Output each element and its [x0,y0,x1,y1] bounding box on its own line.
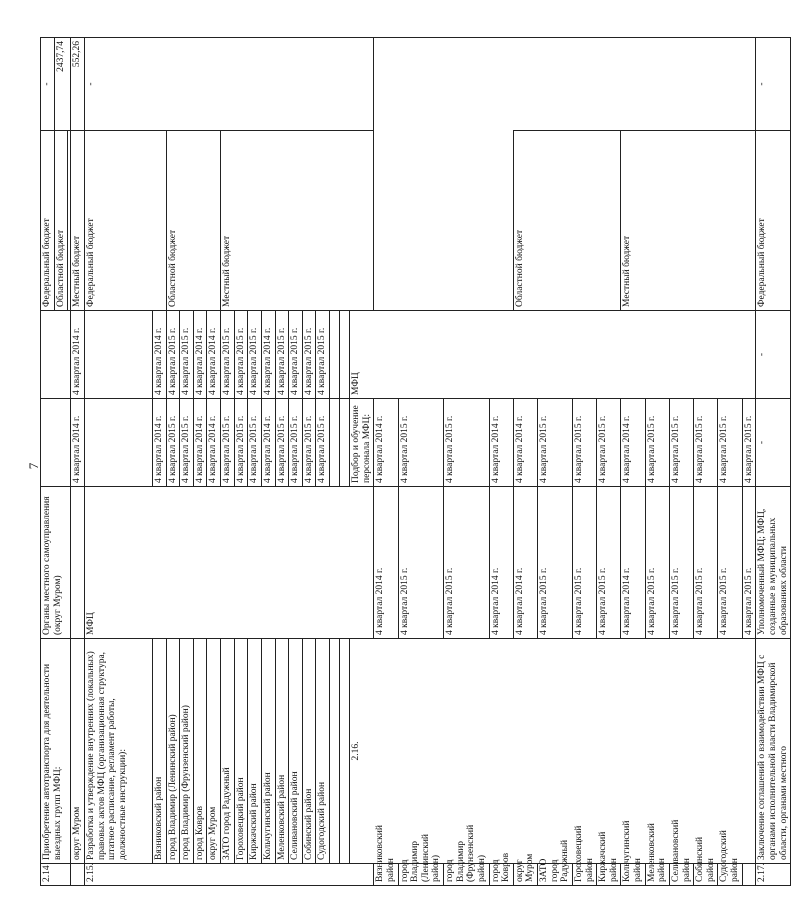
cell-end: 4 квартал 2015 г. [221,311,235,399]
cell-executor [71,487,85,639]
cell-start: 4 квартал 2015 г. [444,487,490,639]
cell-end: 4 квартал 2015 г. [248,311,262,399]
cell-name: Гороховецкий район [572,864,596,886]
cell-end: 4 квартал 2014 г. [513,399,537,487]
cell-name: Разработка и утверждение внутренних (локальных) правовых актов МФЦ (организационная структура, штатное расписание, регламент работы, должностные инструкции): [84,639,152,864]
cell-end: 4 квартал 2014 г. [193,311,207,399]
cell-start: 4 квартал 2015 г. [572,487,596,639]
cell-start: 4 квартал 2015 г. [398,487,444,639]
cell-name: Вязниковский район [374,864,398,886]
cell-start [84,399,152,487]
cell-name [330,639,340,864]
cell-end: - [756,311,791,399]
cell-start: 4 квартал 2014 г. [261,399,275,487]
cell-end [330,311,340,399]
table-row [84,38,152,886]
cell-start: 4 квартал 2015 г. [248,399,262,487]
cell-start: 4 квартал 2015 г. [742,487,756,639]
cell-end [84,311,152,399]
cell-number: 2.14 [41,864,71,886]
cell-name: округ Муром [71,639,85,864]
cell-start: 4 квартал 2015 г. [538,487,573,639]
cell-name: Киржачский район [248,639,262,864]
cell-start: 4 квартал 2015 г. [234,399,248,487]
cell-amount: 552,26 [71,38,85,131]
cell-number: 2.15. [84,864,373,886]
cell-end: 4 квартал 2015 г. [302,311,316,399]
cell-name: Меленковский район [275,639,289,864]
cell-end: 4 квартал 2015 г. [234,311,248,399]
table-row [221,38,235,886]
cell-name [742,864,756,886]
rotated-table-page [40,38,789,886]
page-number: 7 [26,462,41,470]
cell-name: Кольчугинский район [261,639,275,864]
cell-name: Судогодский район [718,864,742,886]
cell-name: ЗАТО город Радужный [538,864,573,886]
cell-number: 2.17. [756,864,791,886]
cell-amount: - [756,38,791,131]
cell-end: 4 квартал 2015 г. [275,311,289,399]
cell-end: 4 квартал 2014 г. [374,399,398,487]
cell-name: Селивановский район [289,639,303,864]
cell-start: 4 квартал 2014 г. [374,487,398,639]
cell-end: 4 квартал 2015 г. [444,399,490,487]
cell-end: 4 квартал 2015 г. [316,311,330,399]
cell-start: 4 квартал 2015 г. [166,399,180,487]
cell-start: 4 квартал 2015 г. [669,487,693,639]
cell-end: 4 квартал 2014 г. [489,399,513,487]
cell-source: Федеральный бюджет [756,131,791,311]
cell-end: 4 квартал 2015 г. [166,311,180,399]
table-row [166,38,180,886]
cell-start [340,399,350,487]
cell-start: 4 квартал 2014 г. [621,487,645,639]
cell-name: Судогодский район [316,639,330,864]
cell-end: 4 квартал 2015 г. [718,399,742,487]
cell-start: 4 квартал 2014 г. [152,399,166,487]
cell-source: Местный бюджет [71,131,85,311]
cell-end: 4 квартал 2015 г. [669,399,693,487]
cell-name: город Ковров [489,864,513,886]
cell-executor: МФЦ [84,487,373,639]
cell-name: Кольчугинский район [621,864,645,886]
cell-name [340,639,350,864]
cell-source: Федеральный бюджет [41,131,55,311]
cell-end: 4 квартал 2015 г. [694,399,718,487]
cell-name: Киржачский район [597,864,621,886]
cell-source: Местный бюджет [221,131,374,311]
cell-executor: Уполномоченный МФЦ; МФЦ, созданные в муниципальных образованиях области [756,487,791,639]
cell-end: 4 квартал 2015 г. [597,399,621,487]
cell-name: Собинский район [694,864,718,886]
cell-start [41,399,71,487]
cell-amount: - [41,38,55,131]
cell-name: Заключение соглашений о взаимодействии МФЦ с органами исполнительной власти Владимирской области, органами местного [756,639,791,864]
cell-source: Областной бюджет [166,131,221,311]
cell-source: Местный бюджет [621,131,756,311]
cell-start: 4 квартал 2015 г. [275,399,289,487]
cell-end: 4 квартал 2014 г. [207,311,221,399]
cell-start: 4 квартал 2015 г. [694,487,718,639]
cell-name: город Владимир (Фрунзенский район) [180,639,194,864]
cell-end: 4 квартал 2015 г. [645,399,669,487]
cell-name: город Ковров [193,639,207,864]
program-activities-table [40,37,791,886]
cell-source: Федеральный бюджет [84,131,166,311]
cell-start: 4 квартал 2014 г. [513,487,537,639]
cell-name: Собинский район [302,639,316,864]
cell-end: 4 квартал 2015 г. [180,311,194,399]
cell-source: Областной бюджет [513,131,621,311]
cell-start: 4 квартал 2015 г. [645,487,669,639]
cell-name: город Владимир (Фрунзенский район) [444,864,490,886]
cell-start: 4 квартал 2015 г. [597,487,621,639]
cell-start: 4 квартал 2015 г. [316,399,330,487]
cell-number [71,864,85,886]
cell-end: 4 квартал 2015 г. [572,399,596,487]
cell-amount: 2437,74 [54,38,71,131]
cell-end [340,311,350,399]
table-row [41,38,55,886]
cell-start: 4 квартал 2015 г. [718,487,742,639]
cell-name: округ Муром [513,864,537,886]
cell-name: город Владимир (Ленинский район) [398,864,444,886]
cell-end: 4 квартал 2015 г. [289,311,303,399]
cell-name: ЗАТО город Радужный [221,639,235,864]
cell-start: 4 квартал 2015 г. [302,399,316,487]
cell-name: Приобретение автотранспорта для деятельности выездных групп МФЦ: [41,639,71,864]
cell-name: Подбор и обучение персонала МФЦ: [350,399,374,487]
cell-end: 4 квартал 2014 г. [621,399,645,487]
cell-end: 4 квартал 2014 г. [152,311,166,399]
cell-start: - [756,399,791,487]
cell-name: Вязниковский район [152,639,166,864]
cell-end: 4 квартал 2015 г. [538,399,573,487]
cell-end: 4 квартал 2015 г. [398,399,444,487]
cell-end [41,311,71,399]
cell-name: округ Муром [207,639,221,864]
cell-name: город Владимир (Ленинский район) [166,639,180,864]
cell-end: 4 квартал 2014 г. [261,311,275,399]
cell-number: 2.16. [350,639,756,864]
cell-start [330,399,340,487]
cell-source: Областной бюджет [54,131,68,311]
cell-start: 4 квартал 2014 г. [71,399,85,487]
cell-end: 4 квартал 2014 г. [71,311,85,399]
cell-start: 4 квартал 2014 г. [207,399,221,487]
cell-name: Селивановский район [669,864,693,886]
cell-name: Гороховецкий район [234,639,248,864]
table-row [756,38,791,886]
cell-amount: - [84,38,373,131]
cell-start: 4 квартал 2015 г. [180,399,194,487]
cell-name: Меленковский район [645,864,669,886]
cell-start: 4 квартал 2014 г. [489,487,513,639]
cell-executor: Органы местного самоуправления (округ Муром) [41,487,71,639]
cell-end: 4 квартал 2015 г. [742,399,756,487]
cell-start: 4 квартал 2015 г. [289,399,303,487]
cell-executor: МФЦ [350,311,756,399]
cell-start: 4 квартал 2014 г. [193,399,207,487]
cell-start: 4 квартал 2015 г. [221,399,235,487]
table-row [71,38,85,886]
